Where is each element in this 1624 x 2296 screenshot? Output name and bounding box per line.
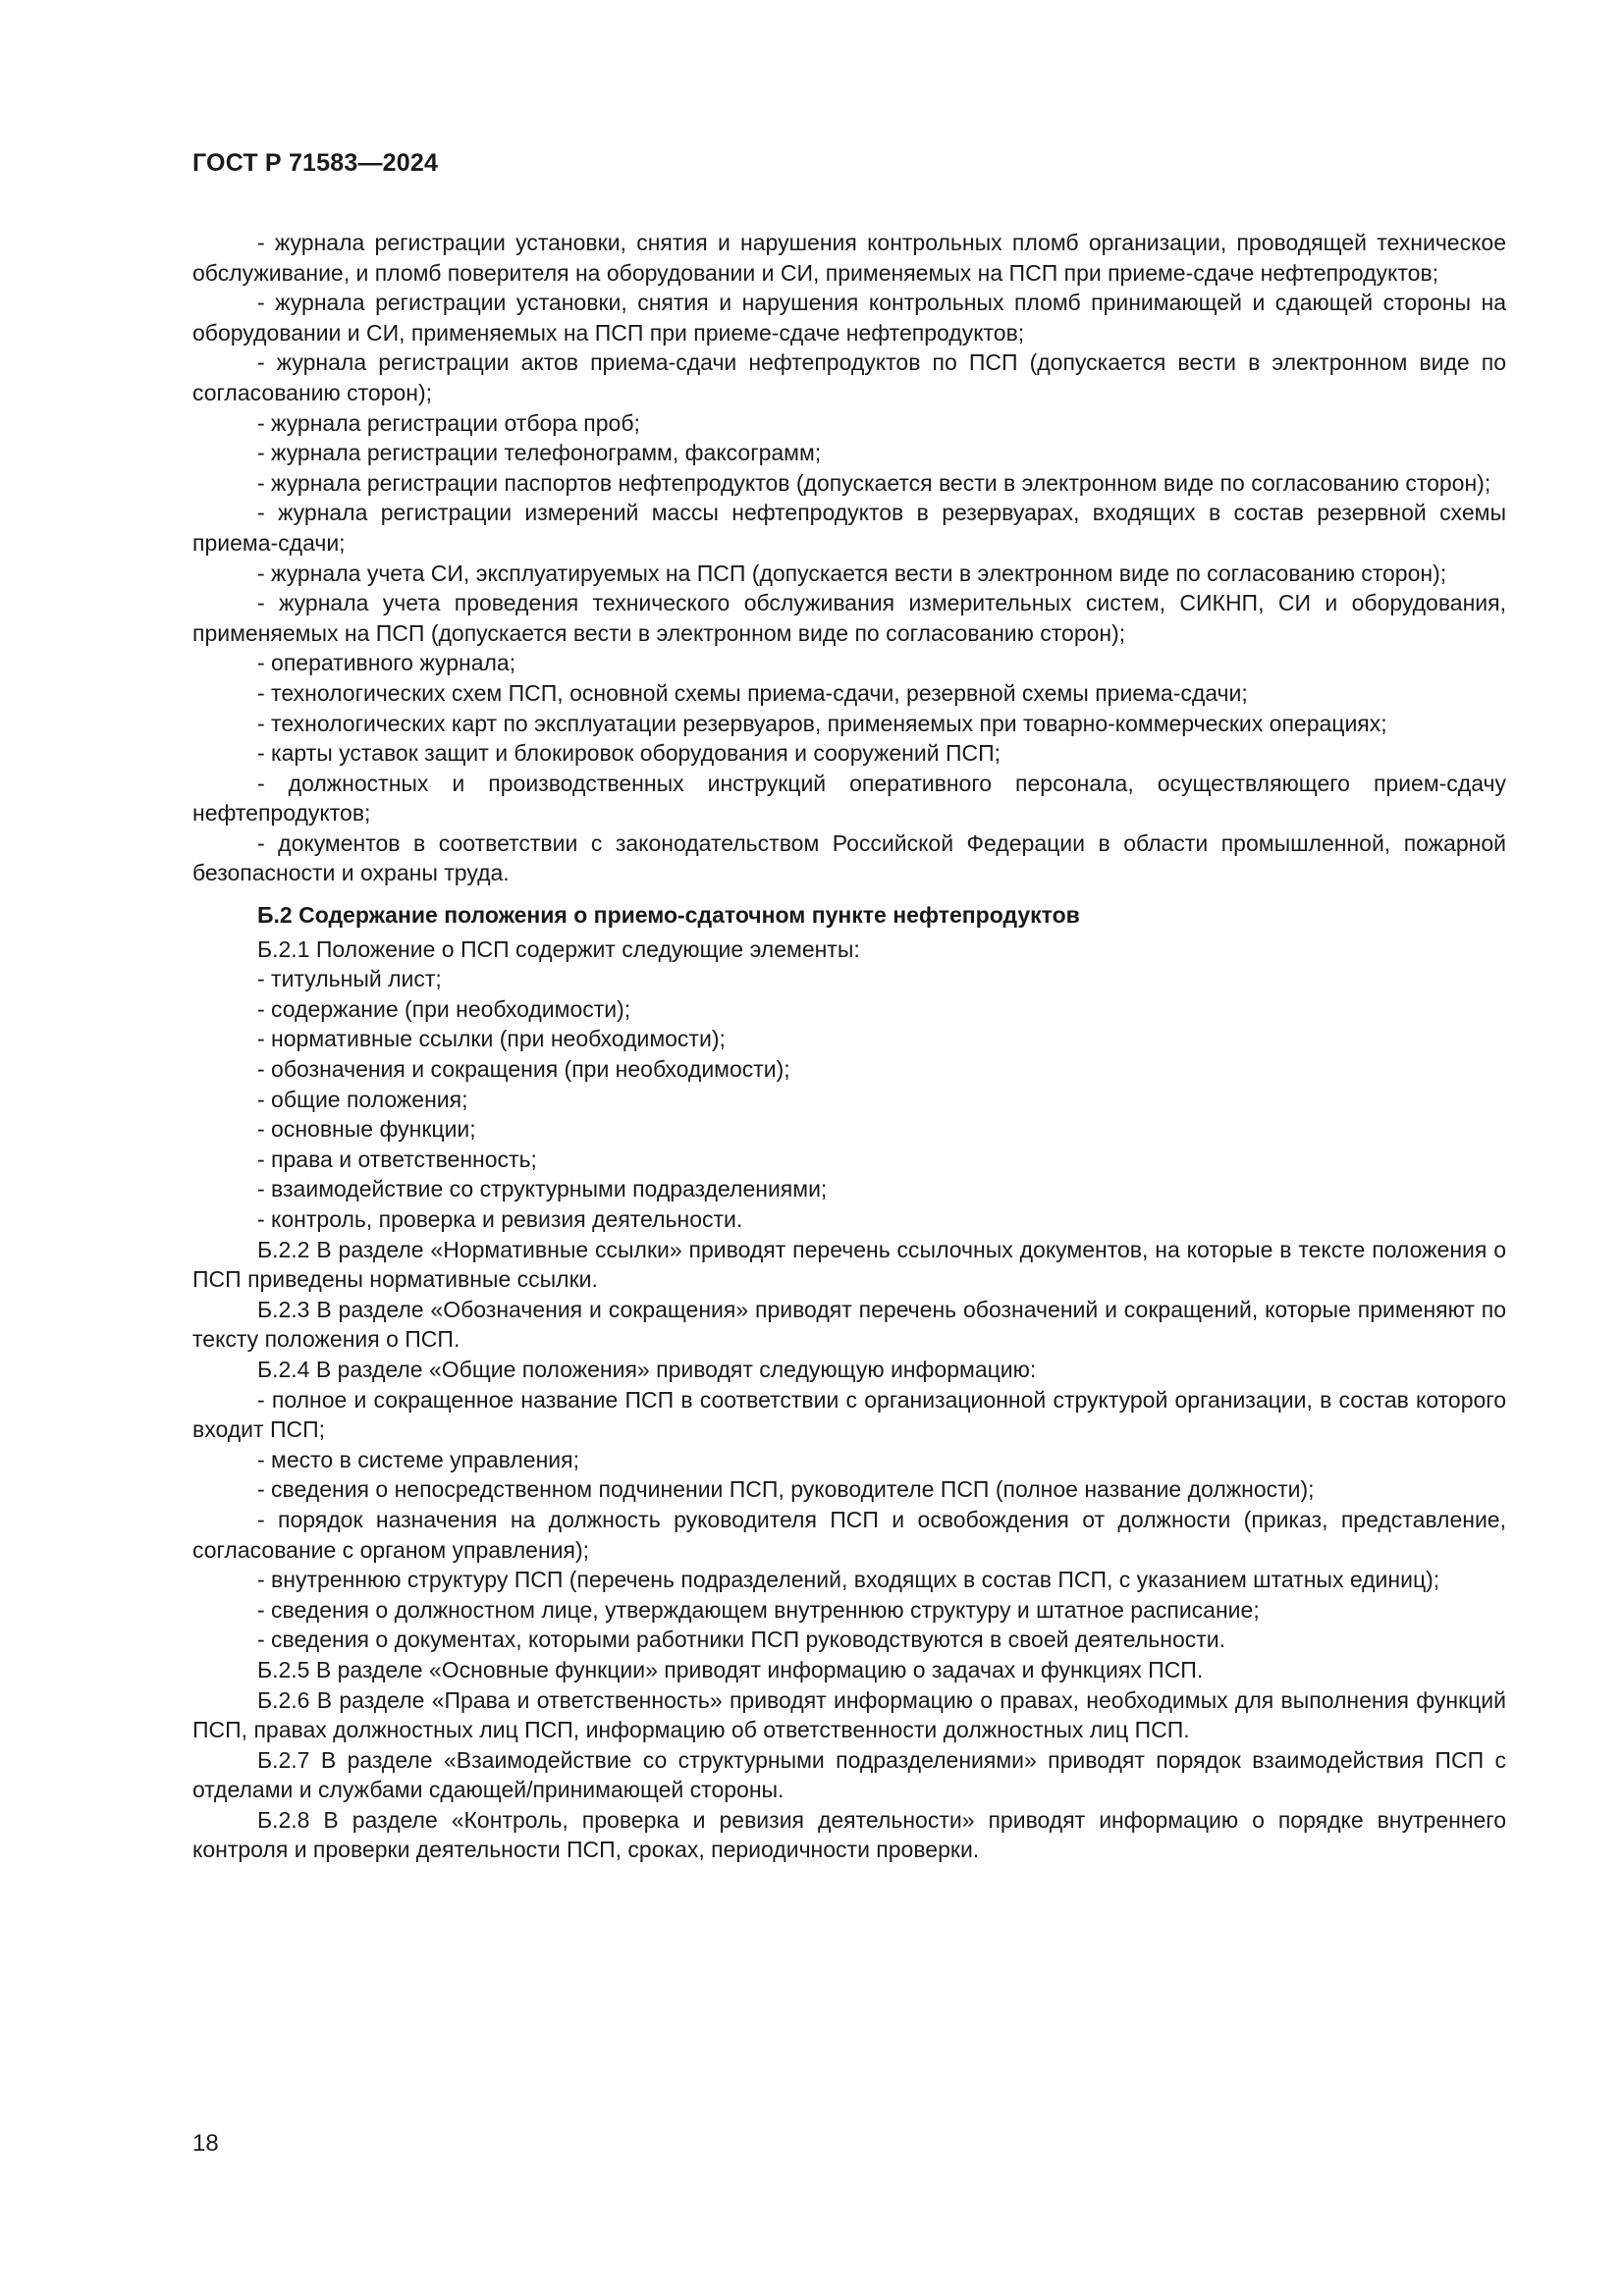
list-item: - журнала учета СИ, эксплуатируемых на ПСП (допускается вести в электронном виде по согласованию сторон);: [257, 560, 1447, 586]
paragraph-b2-1: Б.2.1 Положение о ПСП содержит следующие элементы:: [257, 935, 860, 962]
paragraph-b2-6: Б.2.6 В разделе «Права и ответственность» приводят информацию о правах, необходимых для выполнения функций ПСП, правах должностных лиц ПСП, информацию об ответственности должностных лиц ПСП.: [192, 1686, 1506, 1743]
list-item: - внутреннюю структуру ПСП (перечень подразделений, входящих в состав ПСП, с указанием штатных единиц);: [257, 1567, 1440, 1593]
list-item: - обозначения и сокращения (при необходимости);: [257, 1056, 790, 1083]
list-item: - карты уставок защит и блокировок оборудования и сооружений ПСП;: [257, 740, 1001, 767]
list-item: - журнала регистрации установки, снятия и нарушения контрольных пломб организации, проводящей техническое обслуживание, и пломб поверителя на оборудовании и СИ, применяемых на ПСП при приеме-сдаче нефтепродуктов;: [192, 230, 1506, 286]
paragraph-b2-7: Б.2.7 В разделе «Взаимодействие со структурными подразделениями» приводят порядок взаимодействия ПСП с отделами и службами сдающей/принимающей стороны.: [192, 1746, 1506, 1803]
list-item: - технологических схем ПСП, основной схемы приема-сдачи, резервной схемы приема-сдачи;: [257, 679, 1248, 706]
list-item: - нормативные ссылки (при необходимости);: [257, 1026, 726, 1052]
list-item: - сведения о документах, которыми работники ПСП руководствуются в своей деятельности.: [257, 1627, 1226, 1653]
list-item: - журнала регистрации паспортов нефтепродуктов (допускается вести в электронном виде по согласованию сторон);: [257, 469, 1491, 496]
list-item: - журнала регистрации актов приема-сдачи нефтепродуктов по ПСП (допускается вести в электронном виде по согласованию сторон);: [192, 349, 1506, 405]
list-item: - журнала регистрации телефонограмм, факсограмм;: [257, 440, 822, 466]
paragraph-b2-3: Б.2.3 В разделе «Обозначения и сокращения» приводят перечень обозначений и сокращений, которые применяют по тексту положения о ПСП.: [192, 1296, 1506, 1353]
list-item: - взаимодействие со структурными подразделениями;: [257, 1176, 828, 1202]
paragraph-b2-4: Б.2.4 В разделе «Общие положения» приводят следующую информацию:: [257, 1356, 1037, 1382]
list-item: - журнала регистрации установки, снятия и нарушения контрольных пломб принимающей и сдающей стороны на оборудовании и СИ, применяемых на ПСП при приеме-сдаче нефтепродуктов;: [192, 290, 1506, 346]
list-item: - сведения о непосредственном подчинении ПСП, руководителе ПСП (полное название должности);: [257, 1476, 1315, 1503]
list-item: - порядок назначения на должность руководителя ПСП и освобождения от должности (приказ, представление, согласование с органом управления);: [192, 1506, 1506, 1563]
paragraph-b2-5: Б.2.5 В разделе «Основные функции» приводят информацию о задачах и функциях ПСП.: [257, 1656, 1204, 1682]
paragraph-b2-2: Б.2.2 В разделе «Нормативные ссылки» приводят перечень ссылочных документов, на которые в тексте положения о ПСП приведены нормативные ссылки.: [192, 1236, 1506, 1293]
list-item: - журнала учета проведения технического обслуживания измерительных систем, СИКНП, СИ и оборудования, применяемых на ПСП (допускается вести в электронном виде по согласованию сторон);: [192, 590, 1506, 646]
page-number: 18: [192, 2130, 219, 2157]
list-item: - основные функции;: [257, 1116, 476, 1143]
list-item: - содержание (при необходимости);: [257, 995, 631, 1022]
list-item: - контроль, проверка и ревизия деятельности.: [257, 1206, 743, 1232]
list-item: - полное и сокращенное название ПСП в соответствии с организационной структурой организации, в состав которого входит ПСП;: [192, 1386, 1506, 1443]
list-item: - титульный лист;: [257, 966, 442, 992]
list-item: - общие положения;: [257, 1086, 468, 1112]
document-body: [192, 228, 1506, 1865]
list-item: - оперативного журнала;: [257, 650, 516, 676]
section-heading: Б.2 Содержание положения о приемо-сдаточном пункте нефтепродуктов: [257, 902, 1080, 929]
list-item: - должностных и производственных инструкций оперативного персонала, осуществляющего прием-сдачу нефтепродуктов;: [192, 770, 1506, 827]
list-item: - журнала регистрации отбора проб;: [257, 409, 640, 436]
list-item: - место в системе управления;: [257, 1446, 579, 1472]
list-item: - технологических карт по эксплуатации резервуаров, применяемых при товарно-коммерческих операциях;: [257, 710, 1387, 736]
list-item: - сведения о должностном лице, утверждающем внутреннюю структуру и штатное расписание;: [257, 1596, 1260, 1623]
paragraph-b2-8: Б.2.8 В разделе «Контроль, проверка и ревизия деятельности» приводят информацию о порядке внутреннего контроля и проверки деятельности ПСП, сроках, периодичности проверки.: [192, 1806, 1506, 1863]
list-item: - права и ответственность;: [257, 1146, 537, 1172]
list-item: - документов в соответствии с законодательством Российской Федерации в области промышленной, пожарной безопасности и охраны труда.: [192, 829, 1506, 886]
document-header: ГОСТ Р 71583—2024: [192, 149, 439, 177]
list-item: - журнала регистрации измерений массы нефтепродуктов в резервуарах, входящих в состав резервной схемы приема-сдачи;: [192, 500, 1506, 556]
